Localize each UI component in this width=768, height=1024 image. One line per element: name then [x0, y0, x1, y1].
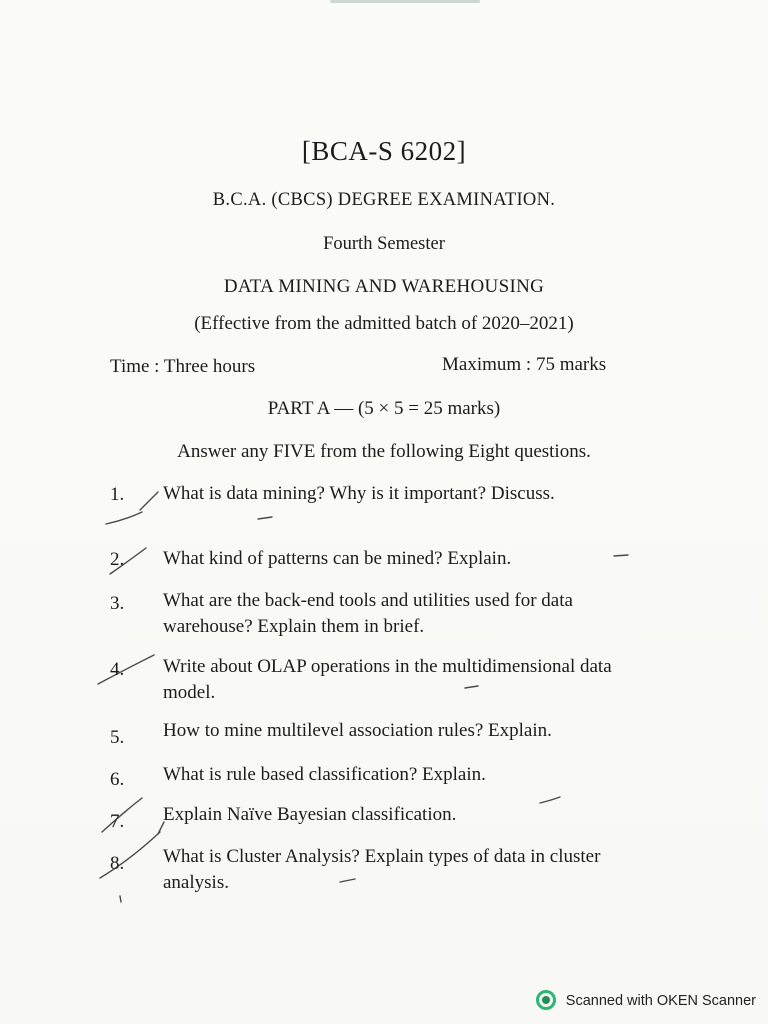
question-text: What is rule based classification? Explain. — [163, 764, 486, 785]
tick-mark — [140, 492, 158, 510]
maximum-marks: Maximum : 75 marks — [442, 354, 607, 375]
scan-edge-mark — [330, 0, 480, 3]
tick-mark — [98, 655, 154, 684]
question-number: 8. — [110, 853, 125, 874]
question-number: 6. — [110, 769, 125, 790]
question-text: How to mine multilevel association rules? Explain. — [163, 720, 552, 741]
question-number: 2. — [110, 549, 125, 570]
time-allowed: Time : Three hours — [110, 356, 256, 377]
exam-title: B.C.A. (CBCS) DEGREE EXAMINATION. — [212, 190, 556, 210]
question-number: 7. — [110, 811, 125, 832]
scanner-watermark — [536, 990, 756, 1012]
question-text: What is Cluster Analysis? Explain types of data in cluster analysis. — [163, 846, 601, 893]
instruction: Answer any FIVE from the following Eight questions. — [177, 441, 591, 462]
effective-batch: (Effective from the admitted batch of 2020–2021) — [194, 313, 574, 334]
question-number: 1. — [110, 484, 125, 505]
question-text: Write about OLAP operations in the multidimensional data model. — [163, 656, 612, 703]
question-number: 3. — [110, 593, 125, 614]
paper-code: [BCA-S 6202] — [301, 136, 467, 166]
stray-mark — [120, 896, 121, 902]
semester: Fourth Semester — [323, 234, 445, 254]
question-text: What is data mining? Why is it important? Discuss. — [163, 483, 555, 504]
question-text: Explain Naïve Bayesian classification. — [163, 804, 457, 825]
oken-logo-icon — [536, 990, 558, 1012]
tick-mark — [106, 512, 142, 524]
tick-mark — [100, 832, 160, 878]
dash-mark — [258, 517, 272, 519]
question-number: 4. — [110, 659, 125, 680]
subject-title: DATA MINING AND WAREHOUSING — [223, 276, 545, 297]
scanner-label: Scanned with OKEN Scanner — [565, 993, 756, 1009]
question-text: What kind of patterns can be mined? Explain. — [163, 548, 512, 569]
part-heading: PART A — (5 × 5 = 25 marks) — [267, 398, 501, 419]
question-text: What are the back-end tools and utilities used for data warehouse? Explain them in brief. — [163, 590, 573, 637]
question-number: 5. — [110, 727, 125, 748]
